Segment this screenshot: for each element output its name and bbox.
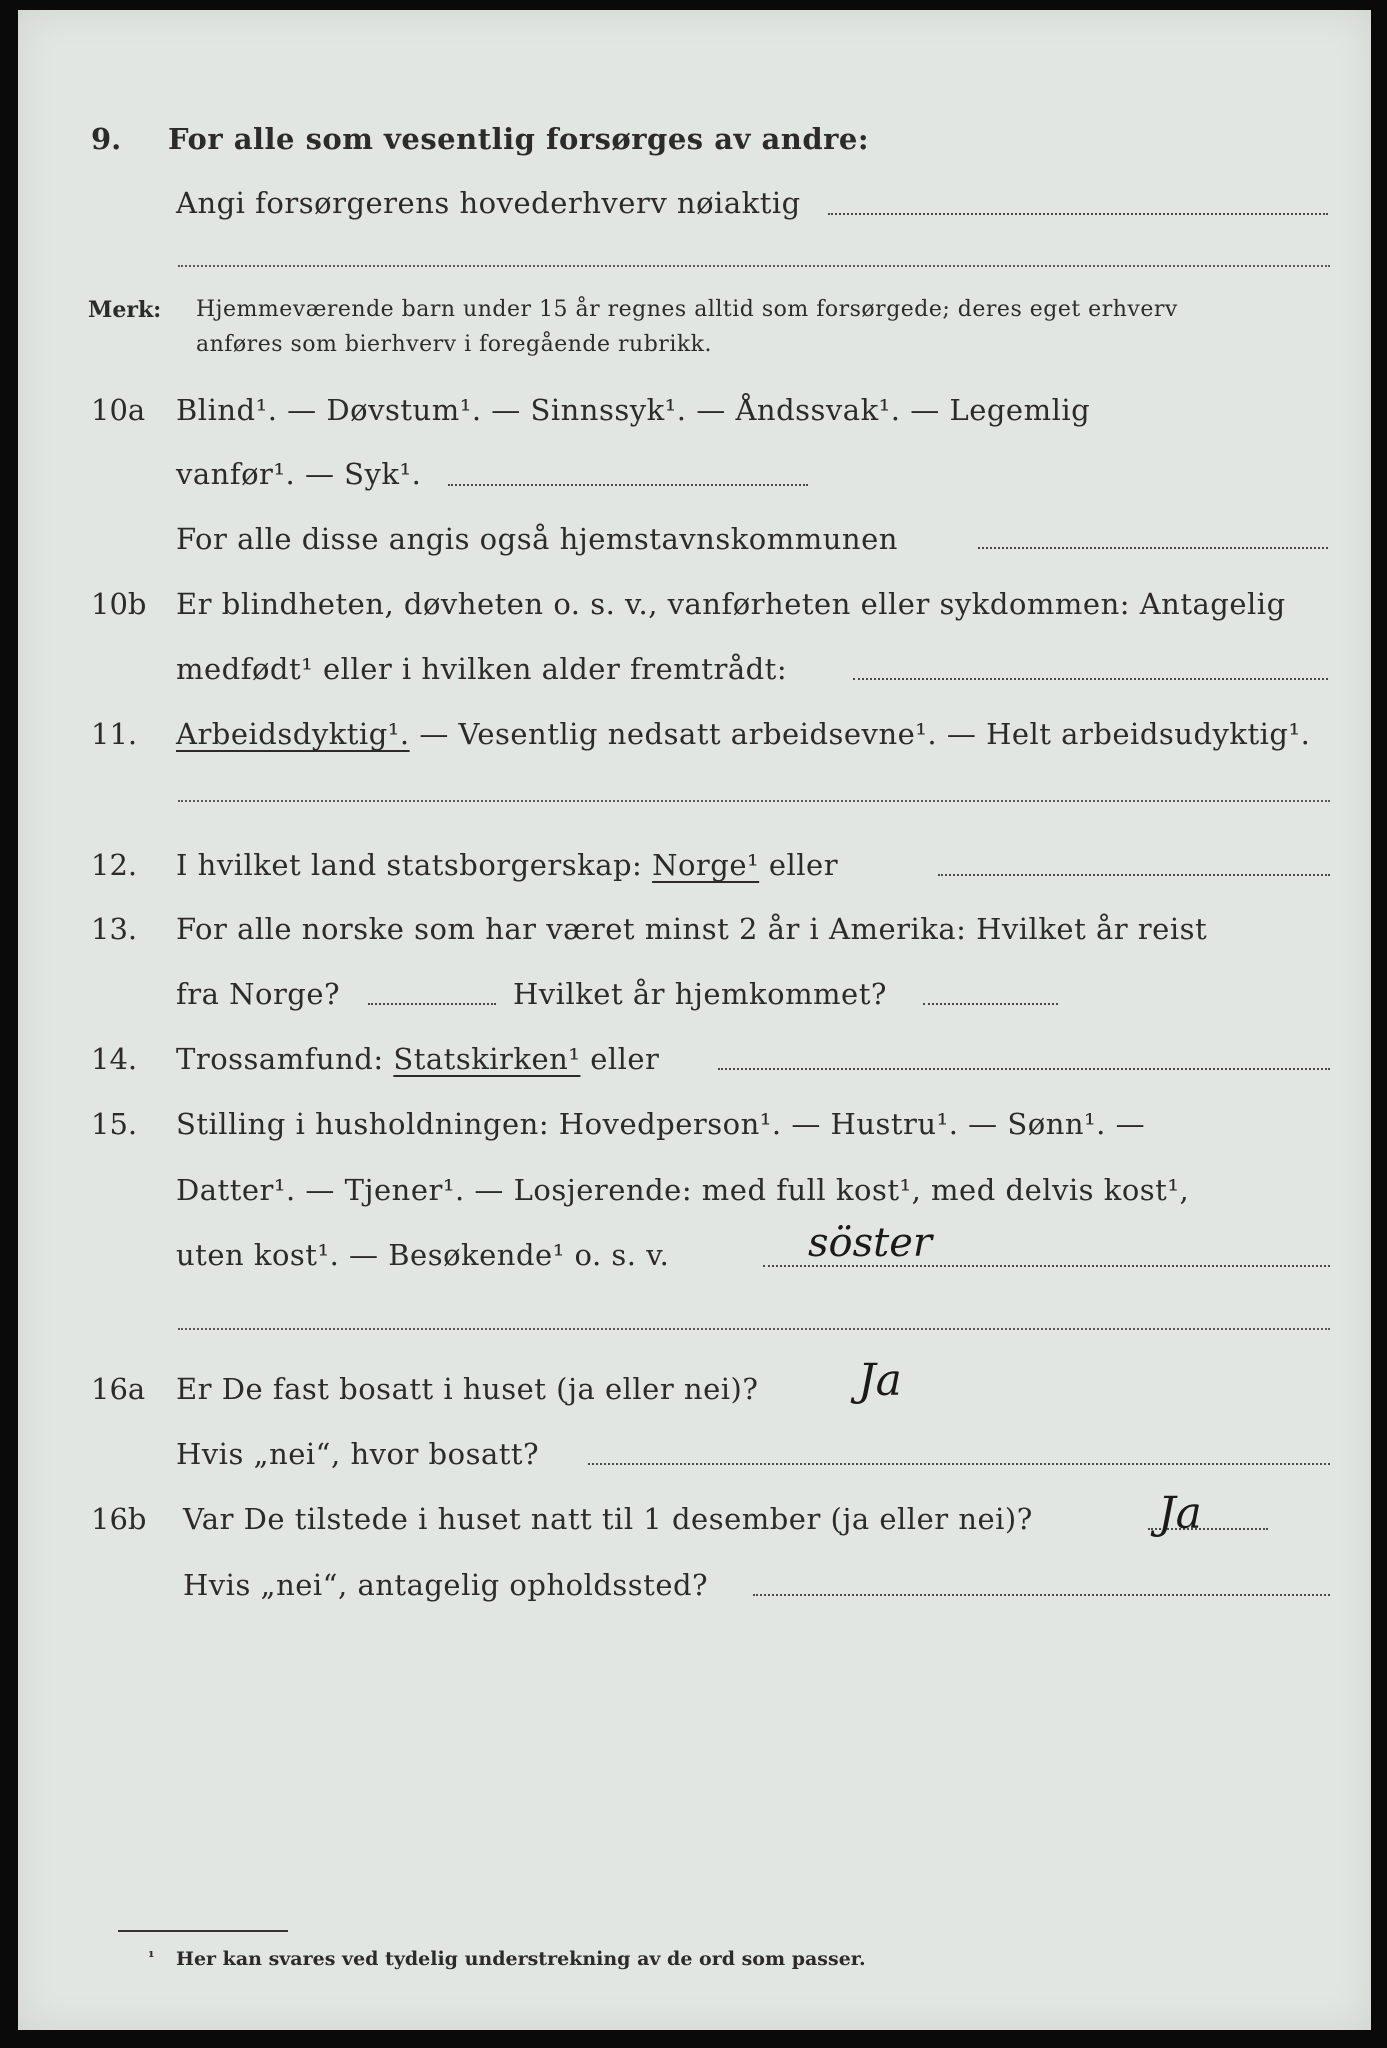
question-text-b: Hvilket år hjemkommet? bbox=[513, 977, 887, 1011]
answer-line bbox=[448, 484, 808, 486]
footnote-divider bbox=[118, 1930, 288, 1932]
underlined-answer: Arbeidsdyktig¹. bbox=[176, 717, 410, 751]
question-text bbox=[176, 717, 1310, 751]
answer-line bbox=[938, 874, 1330, 876]
question-text-rest: — Vesentlig nedsatt arbeidsevne¹. — Helt arbeidsudyktig¹. bbox=[419, 717, 1311, 751]
question-number: 15. bbox=[91, 1107, 138, 1141]
answer-line bbox=[828, 213, 1328, 215]
answer-line bbox=[718, 1068, 1330, 1070]
question-number: 13. bbox=[91, 912, 138, 946]
question-text: medfødt¹ eller i hvilken alder fremtrådt: bbox=[176, 652, 788, 686]
question-text-start: Trossamfund: bbox=[176, 1042, 384, 1076]
question-text: Hvis „nei“, antagelig opholdssted? bbox=[183, 1568, 709, 1602]
question-text-a: fra Norge? bbox=[176, 977, 341, 1011]
answer-line bbox=[178, 1328, 1330, 1330]
underlined-answer: Statskirken¹ bbox=[393, 1042, 581, 1076]
question-number: 12. bbox=[91, 848, 138, 882]
question-text: Stilling i husholdningen: Hovedperson¹. — Hustru¹. — Sønn¹. — bbox=[176, 1107, 1146, 1141]
question-number: 9. bbox=[91, 122, 122, 156]
question-text bbox=[176, 848, 838, 882]
answer-line bbox=[753, 1594, 1330, 1596]
question-number: 10a bbox=[91, 393, 146, 427]
question-text-end: eller bbox=[590, 1042, 660, 1076]
question-text-start: I hvilket land statsborgerskap: bbox=[176, 848, 643, 882]
handwritten-answer: söster bbox=[808, 1220, 933, 1266]
question-text: For alle norske som har været minst 2 år i Amerika: Hvilket år reist bbox=[176, 912, 1208, 946]
question-number: 10b bbox=[91, 587, 147, 621]
merk-line-1: Hjemmeværende barn under 15 år regnes alltid som forsørgede; deres eget erhverv bbox=[196, 297, 1178, 322]
question-text: For alle disse angis også hjemstavnskommunen bbox=[176, 522, 898, 556]
question-number: 16a bbox=[91, 1372, 146, 1406]
answer-line bbox=[853, 678, 1328, 680]
underlined-answer: Norge¹ bbox=[652, 848, 760, 882]
footnote-text: Her kan svares ved tydelig understrekning av de ord som passer. bbox=[176, 1948, 866, 1970]
answer-line bbox=[588, 1463, 1330, 1465]
question-number: 16b bbox=[91, 1502, 147, 1536]
question-text: uten kost¹. — Besøkende¹ o. s. v. bbox=[176, 1238, 670, 1272]
question-title: For alle som vesentlig forsørges av andre: bbox=[168, 122, 870, 156]
merk-line-2: anføres som bierhverv i foregående rubrikk. bbox=[196, 332, 713, 357]
question-text: Var De tilstede i huset natt til 1 desember (ja eller nei)? bbox=[183, 1502, 1033, 1536]
question-number: 14. bbox=[91, 1042, 138, 1076]
answer-line bbox=[923, 1003, 1058, 1005]
question-text: Er De fast bosatt i huset (ja eller nei)? bbox=[176, 1372, 759, 1406]
question-text bbox=[176, 1042, 659, 1076]
answer-line bbox=[368, 1003, 496, 1005]
section-divider bbox=[178, 265, 1330, 267]
question-text: Blind¹. — Døvstum¹. — Sinnssyk¹. — Åndssvak¹. — Legemlig bbox=[176, 393, 1091, 427]
question-text: Hvis „nei“, hvor bosatt? bbox=[176, 1437, 540, 1471]
answer-line bbox=[978, 547, 1328, 549]
question-text: Er blindheten, døvheten o. s. v., vanførheten eller sykdommen: Antagelig bbox=[176, 587, 1286, 621]
handwritten-answer: Ja bbox=[858, 1355, 902, 1406]
answer-line bbox=[178, 800, 1330, 802]
handwritten-answer: Ja bbox=[1158, 1488, 1202, 1539]
question-text-end: eller bbox=[768, 848, 839, 882]
merk-label: Merk: bbox=[88, 297, 162, 323]
census-form-page bbox=[18, 10, 1371, 2030]
footnote-mark: ¹ bbox=[148, 1948, 155, 1966]
question-text: Angi forsørgerens hovederhverv nøiaktig bbox=[176, 186, 801, 220]
question-text: Datter¹. — Tjener¹. — Losjerende: med full kost¹, med delvis kost¹, bbox=[176, 1173, 1190, 1207]
question-number: 11. bbox=[91, 717, 138, 751]
question-text: vanfør¹. — Syk¹. bbox=[176, 457, 422, 491]
